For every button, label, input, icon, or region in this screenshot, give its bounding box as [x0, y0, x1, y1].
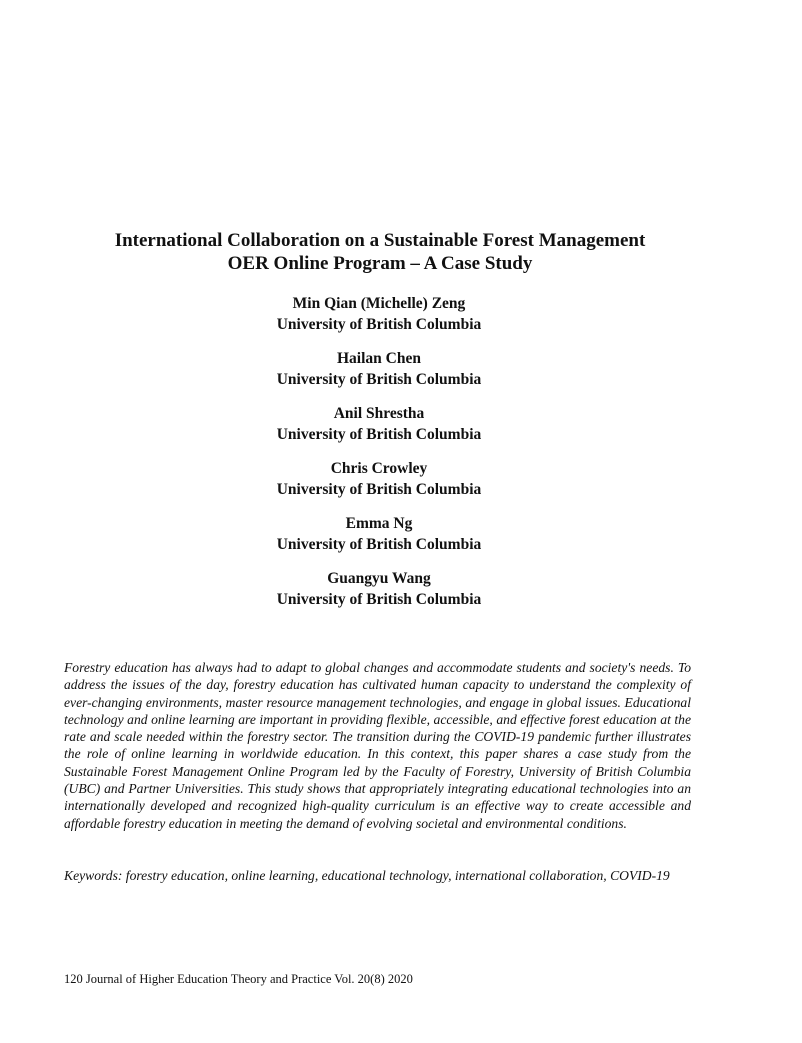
- author-affiliation: University of British Columbia: [276, 536, 482, 553]
- author-block: [0, 458, 758, 500]
- author-affiliation: University of British Columbia: [276, 316, 482, 333]
- keywords: Keywords: forestry education, online learning, educational technology, international collaboration, COVID-19: [64, 868, 670, 883]
- author-block: [0, 513, 758, 555]
- author-name: Min Qian (Michelle) Zeng: [292, 295, 466, 312]
- author-affiliation: University of British Columbia: [276, 481, 482, 498]
- author-block: [0, 293, 758, 335]
- author-block: [0, 348, 758, 390]
- author-affiliation: University of British Columbia: [276, 591, 482, 608]
- author-name: Chris Crowley: [330, 460, 428, 477]
- author-list: [0, 293, 758, 623]
- author-block: [0, 568, 758, 610]
- abstract: Forestry education has always had to adapt to global changes and accommodate students and society's needs. To address the issues of the day, forestry education has cultivated human capacity to understand the complexity of ever-changing environments, master resource management technologies, and engage in global issues. Educational technology and online learning are important in providing flexible, accessible, and effective forest education at the rate and scale needed within the forestry sector. The transition during the COVID-19 pandemic further illustrates the role of online learning in worldwide education. In this context, this paper shares a case study from the Sustainable Forest Management Online Program led by the Faculty of Forestry, University of British Columbia (UBC) and Partner Universities. This study shows that appropriately integrating educational technologies into an internationally developed and recognized high-quality curriculum is an effective way to create accessible and affordable forestry education in meeting the demand of evolving societal and environmental conditions.: [64, 660, 691, 831]
- page-footer: 120 Journal of Higher Education Theory and Practice Vol. 20(8) 2020: [64, 972, 413, 986]
- paper-title-line-1: International Collaboration on a Sustainable Forest Management: [114, 230, 646, 251]
- author-name: Emma Ng: [345, 515, 413, 532]
- author-block: [0, 403, 758, 445]
- author-name: Hailan Chen: [337, 350, 421, 367]
- author-affiliation: University of British Columbia: [276, 426, 482, 443]
- author-name: Anil Shrestha: [333, 405, 425, 422]
- author-affiliation: University of British Columbia: [276, 371, 482, 388]
- paper-title-line-2: OER Online Program – A Case Study: [227, 253, 533, 274]
- paper-title: [0, 229, 760, 275]
- author-name: Guangyu Wang: [327, 570, 431, 587]
